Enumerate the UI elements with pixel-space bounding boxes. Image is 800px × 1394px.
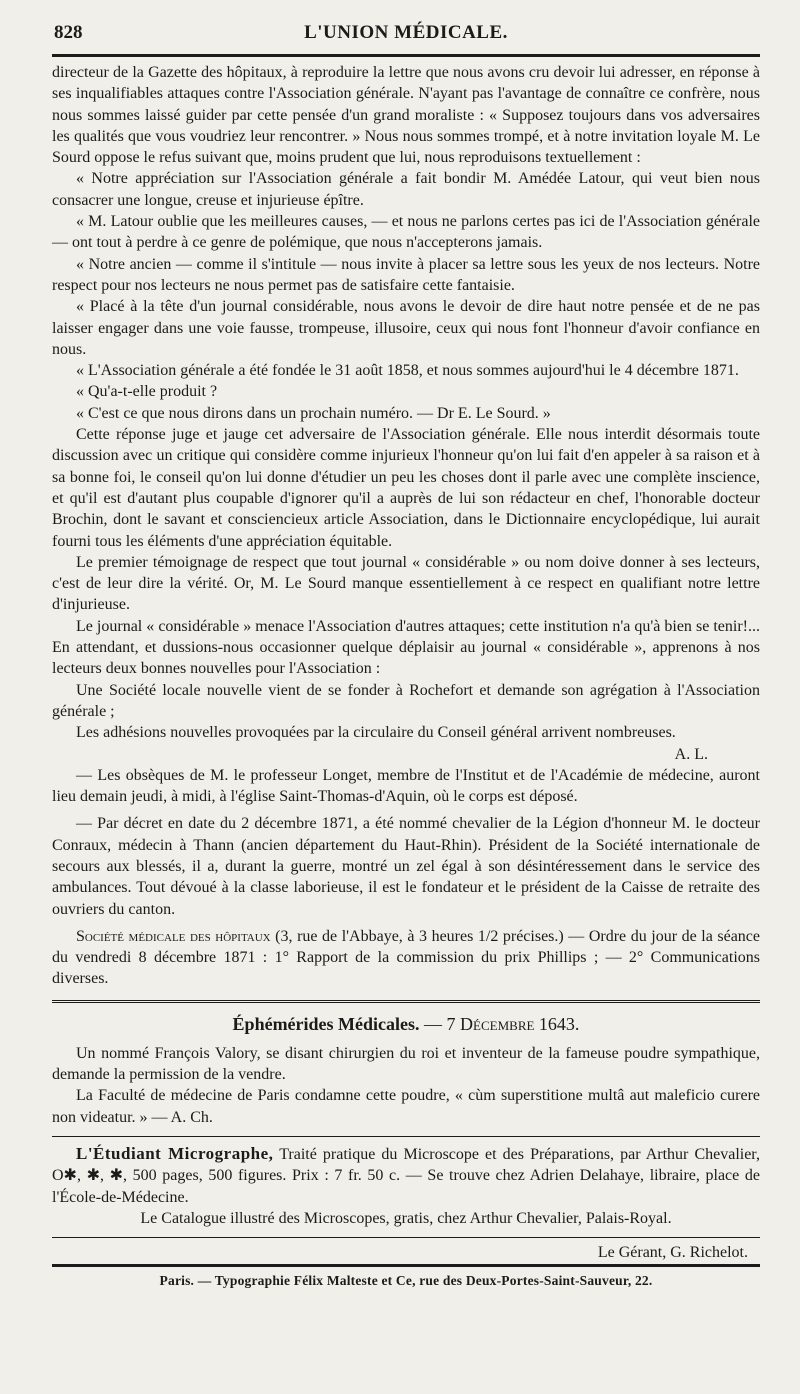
running-title: L'UNION MÉDICALE. xyxy=(304,22,508,43)
society-notice xyxy=(52,926,760,990)
section-divider xyxy=(52,1000,760,1006)
paragraph: « C'est ce que nous dirons dans un prochain numéro. — Dr E. Le Sourd. » xyxy=(76,404,551,422)
ephemerides-heading xyxy=(52,1014,760,1035)
news-item: — Par décret en date du 2 décembre 1871, a été nommé chevalier de la Légion d'honneur M. le docteur Conraux, médecin à Thann (ancien département du Haut-Rhin). Président de la Société internationale de secours aux blessés, il a, durant la guerre, montré un zel égal à son désintéressement dans le service des ambulances. Tout dévoué à la classe laborieuse, il est le fondateur et le président de la Caisse de retraite des ouvriers du canton. xyxy=(52,815,760,918)
ad-body: Traité pratique du Microscope et des Préparations, par Arthur Chevalier, O✱, ✱, ✱, 500 pages, 500 figures. Prix : 7 fr. 50 c. — Se trouve chez Adrien Delahaye, libraire, place de l'École-de-Médecine. xyxy=(52,1145,760,1206)
news-section xyxy=(52,765,760,990)
paragraph: directeur de la Gazette des hôpitaux, à reproduire la lettre que nous avons cru devoir lui adresser, en réponse à ses inqualifiables attaques contre l'Association générale. N'ayant pas l'avantage de connaître ce confrère, nous nous sommes laissé guider par cette pensée d'un grand moraliste : « Supposez toujours dans vos adversaires les qualités que vous voudriez leur rencontrer. » Nous nous sommes trompé, et à notre invitation loyale M. Le Sourd oppose le refus suivant que, moins prudent que lui, nous reproduisons textuellement : xyxy=(52,64,760,167)
ad-text xyxy=(52,1143,760,1208)
ephemerides-date: — 7 Décembre 1643. xyxy=(424,1013,580,1034)
ephemerides-section xyxy=(52,1014,760,1128)
paragraph: « M. Latour oublie que les meilleures causes, — et nous ne parlons certes pas ici de l'Association générale — ont tout à perdre à ce genre de polémique, que nous n'accepterons jamais. xyxy=(52,213,760,252)
page-header xyxy=(52,20,760,52)
paragraph: « Notre appréciation sur l'Association générale a fait bondir M. Amédée Latour, qui veut bien nous consacrer une longue, creuse et injurieuse épître. xyxy=(52,170,760,209)
ephemerides-paragraph: Un nommé François Valory, se disant chirurgien du roi et inventeur de la fameuse poudre sympathique, demande la permission de la vendre. xyxy=(52,1044,760,1084)
paragraph: Les adhésions nouvelles provoquées par la circulaire du Conseil général arrivent nombreuses. xyxy=(76,724,676,742)
page xyxy=(52,20,760,1289)
footer-rule-thick xyxy=(52,1264,760,1267)
paragraph: Une Société locale nouvelle vient de se fonder à Rochefort et demande son agrégation à l'Association générale ; xyxy=(52,681,760,720)
footer-rule xyxy=(52,1237,760,1238)
paragraph: Le journal « considérable » menace l'Association d'autres attaques; cette institution n'a qu'à bien se tenir!... En attendant, et dussions-nous occasionner quelque déplaisir au journal « considérable », apprenons à nos lecteurs deux bonnes nouvelles pour l'Association : xyxy=(52,617,760,678)
paragraph: « Placé à la tête d'un journal considérable, nous avons le devoir de dire haut notre pensée et de ne pas laisser engager dans une voie fausse, trompeuse, illusoire, ceux qui nous font l'honneur d'avoir confiance en nous. xyxy=(52,298,760,358)
gerant-line: Le Gérant, G. Richelot. xyxy=(597,1244,748,1262)
signature: A. L. xyxy=(674,745,708,763)
printer-line: Paris. — Typographie Félix Malteste et Ce, rue des Deux-Portes-Saint-Sauveur, 22. xyxy=(159,1273,653,1289)
paragraph: « Notre ancien — comme il s'intitule — nous invite à placer sa lettre sous les yeux de nos lecteurs. Notre respect pour nos lecteurs ne nous permet pas de satisfaire cette fantaisie. xyxy=(52,255,760,294)
ad-divider xyxy=(52,1136,760,1137)
society-text: (3, rue de l'Abbaye, à 3 heures 1/2 précises.) — Ordre du jour de la séance du vendredi 8 décembre 1871 : 1° Rapport de la commission du prix Phillips ; — 2° Communications diverses. xyxy=(52,927,760,988)
page-number: 828 xyxy=(54,22,83,43)
society-name: Société médicale des hôpitaux xyxy=(76,927,271,945)
ephemerides-paragraph: La Faculté de médecine de Paris condamne cette poudre, « cùm superstitione multâ aut maleficio curere non videatur. » — A. Ch. xyxy=(52,1087,760,1126)
ephemerides-title: Éphémérides Médicales. xyxy=(232,1013,420,1034)
article-body xyxy=(52,62,760,765)
ad-title: L'Étudiant Micrographe, xyxy=(76,1143,274,1163)
catalog-line: Le Catalogue illustré des Microscopes, gratis, chez Arthur Chevalier, Palais-Royal. xyxy=(140,1209,672,1227)
paragraph: Le premier témoignage de respect que tout journal « considérable » ou nom doive donner à ses lecteurs, c'est de leur dire la vérité. Or, M. Le Sourd manque essentiellement à ce respect en qualifiant notre lettre d'injurieuse. xyxy=(52,553,760,614)
paragraph: Cette réponse juge et jauge cet adversaire de l'Association générale. Elle nous interdit désormais toute discussion avec un critique qui considère comme injurieux l'honneur qu'on lui fait d'en appeler à sa raison et à sa bonne foi, le conseil qu'on lui donne d'étudier un peu les choses dont il parle avec une complète inscience, et qu'il est d'autant plus coupable d'ignorer qu'il a auprès de lui son rédacteur en chef, l'honorable docteur Brochin, dont le savant et consciencieux article Association, dans le Dictionnaire encyclopédique, lui aurait fourni tous les éléments d'une appréciation équitable. xyxy=(52,426,760,550)
advertisement xyxy=(52,1143,760,1229)
paragraph: « L'Association générale a été fondée le 31 août 1858, et nous sommes aujourd'hui le 4 décembre 1871. xyxy=(76,362,739,380)
header-rule xyxy=(52,54,760,57)
news-item: — Les obsèques de M. le professeur Longet, membre de l'Institut et de l'Académie de médecine, auront lieu demain jeudi, à midi, à l'église Saint-Thomas-d'Aquin, où le corps est déposé. xyxy=(52,766,760,806)
paragraph: « Qu'a-t-elle produit ? xyxy=(76,383,218,401)
